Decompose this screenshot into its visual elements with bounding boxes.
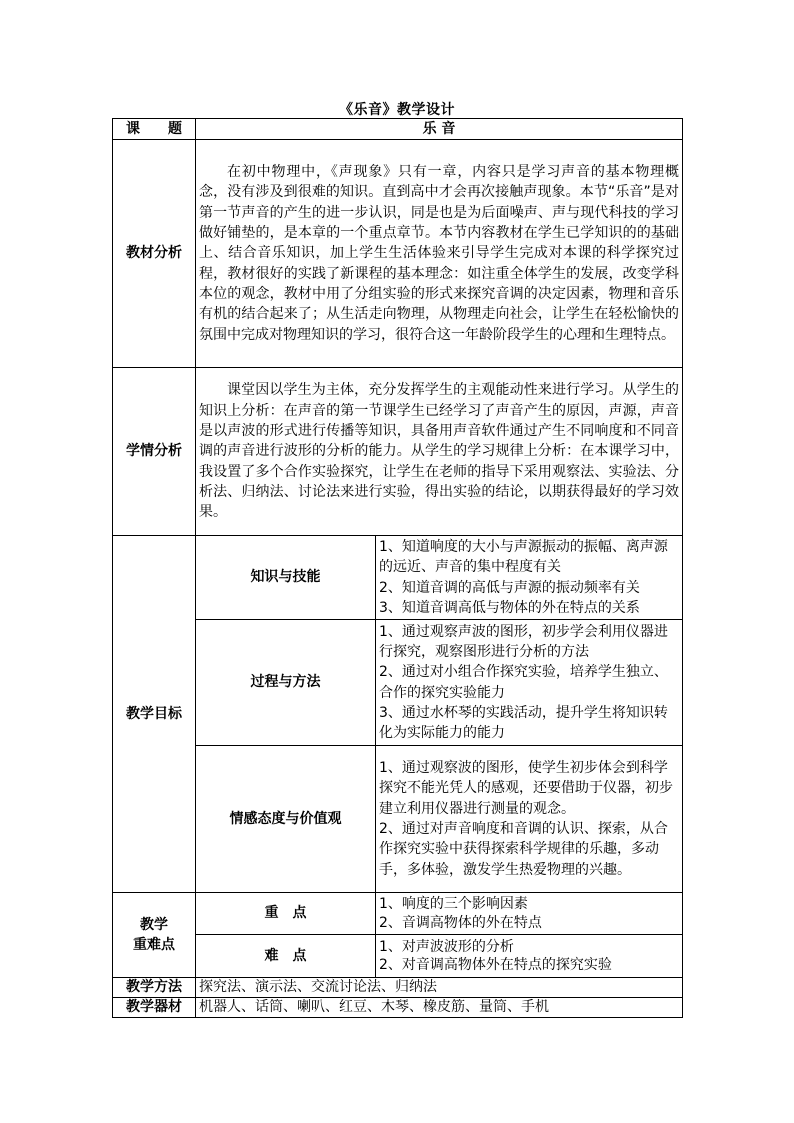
keypoint-line: 1、响度的三个影响因素 <box>379 896 528 912</box>
keypoint-row-important <box>113 893 683 935</box>
objective-text-process <box>376 620 683 746</box>
equipment-row <box>113 998 683 1018</box>
topic-value: 乐 音 <box>196 119 683 140</box>
keypoint-name-important: 重 点 <box>196 893 376 935</box>
lesson-plan-table <box>112 118 683 1018</box>
objective-text-attitude <box>376 746 683 893</box>
objective-line: 3、通过水杯琴的实践活动，提升学生将知识转化为实际能力的能力 <box>379 704 668 742</box>
objective-name-process: 过程与方法 <box>196 620 376 746</box>
topic-label: 课 题 <box>113 119 196 140</box>
objective-line: 1、知道响度的大小与声源振动的振幅、离声源的远近、声音的集中程度有关 <box>379 538 668 576</box>
keypoints-label-line1: 教学 <box>140 916 168 933</box>
objective-row-knowledge <box>113 536 683 620</box>
textbook-analysis-label: 教材分析 <box>113 140 196 368</box>
student-analysis-label: 学情分析 <box>113 368 196 536</box>
objective-line: 2、通过对声音响度和音调的认识、探索，从合作探究实验中获得探索科学规律的乐趣，多动手，多体验，激发学生热爱物理的兴趣。 <box>379 821 668 878</box>
objective-line: 1、通过观察声波的图形，初步学会利用仪器进行探究，观察图形进行分析的方法 <box>379 623 668 660</box>
keypoint-line: 2、音调高物体的外在特点 <box>379 914 542 931</box>
keypoints-label-line2: 重难点 <box>133 937 175 953</box>
textbook-analysis-text: 在初中物理中，《声现象》只有一章，内容只是学习声音的基本物理概念，没有涉及到很难的知识。直到高中才会再次接触声现象。本节“乐音”是对第一节声音的产生的进一步认识，同是也是为后面噪声、声与现代科技的学习做好铺垫的，是本章的一个重点章节。本节内容教材在学生已学知识的的基础上、结合音乐知识，加上学生生活体验来引导学生完成对本课的科学探究过程，教材很好的实践了新课程的基本理念：如注重全体学生的发展，改变学科本位的观念，教材中用了分组实验的形式来探究音调的决定因素，物理和音乐有机的结合起来了；从生活走向物理，从物理走向社会，让学生在轻松愉快的氛围中完成对物理知识的学习，很符合这一年龄阶段学生的心理和生理特点。 <box>196 140 683 368</box>
student-analysis-text: 课堂因以学生为主体，充分发挥学生的主观能动性来进行学习。从学生的知识上分析：在声音的第一节课学生已经学习了声音产生的原因，声源，声音是以声波的形式进行传播等知识，具备用声音软件通过产生不同响度和不同音调的声音进行波形的分析的能力。从学生的学习规律上分析：在本课学习中，我设置了多个合作实验探究，让学生在老师的指导下采用观察法、实验法、分析法、归纳法、讨论法来进行实验，得出实验的结论，以期获得最好的学习效果。 <box>196 368 683 536</box>
keypoints-label <box>113 893 196 978</box>
objective-name-attitude: 情感态度与价值观 <box>196 746 376 893</box>
equipment-value: 机器人、话筒、喇叭、红豆、木琴、橡皮筋、量筒、手机 <box>196 998 683 1018</box>
methods-value: 探究法、演示法、交流讨论法、归纳法 <box>196 978 683 998</box>
objective-line: 2、通过对小组合作探究实验，培养学生独立、合作的探究实验能力 <box>379 664 668 701</box>
keypoint-line: 1、对声波波形的分析 <box>379 938 514 955</box>
keypoint-line: 2、对音调高物体外在特点的探究实验 <box>379 957 612 973</box>
methods-label: 教学方法 <box>113 978 196 998</box>
objective-line: 3、知道音调高低与物体的外在特点的关系 <box>379 599 640 616</box>
keypoint-text-important <box>376 893 683 935</box>
objective-line: 2、知道音调的高低与声源的振动频率有关 <box>379 579 640 596</box>
objectives-label: 教学目标 <box>113 536 196 893</box>
keypoint-name-difficult: 难 点 <box>196 935 376 978</box>
equipment-label: 教学器材 <box>113 998 196 1018</box>
objective-row-process <box>113 620 683 746</box>
objective-text-knowledge <box>376 536 683 620</box>
objective-line: 1、通过观察波的图形，使学生初步体会到科学探究不能光凭人的感观，还要借助于仪器，初步建立利用仪器进行测量的观念。 <box>379 760 673 817</box>
objective-name-knowledge: 知识与技能 <box>196 536 376 620</box>
textbook-analysis-row <box>113 140 683 368</box>
student-analysis-row <box>113 368 683 536</box>
keypoint-text-difficult <box>376 935 683 978</box>
topic-row <box>113 119 683 140</box>
methods-row <box>113 978 683 998</box>
document-title: 《乐音》教学设计 <box>339 102 455 118</box>
keypoint-row-difficult <box>113 935 683 978</box>
objective-row-attitude <box>113 746 683 893</box>
